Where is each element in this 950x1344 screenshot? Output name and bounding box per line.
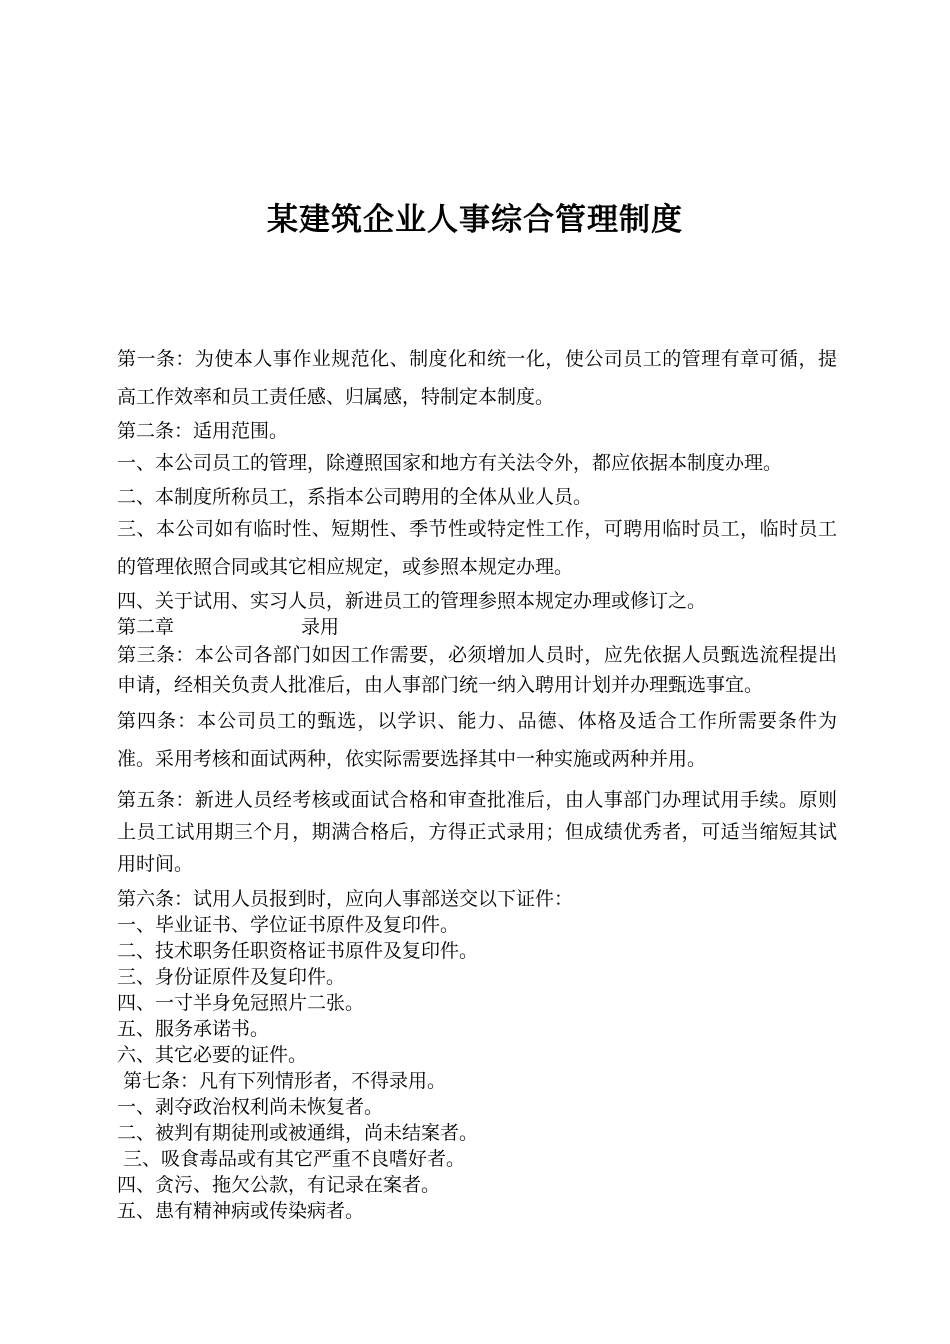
article-3: 第三条：本公司各部门如因工作需要，必须增加人员时，应先依据人员甄选流程提出申请，经相关负责人批准后，由人事部门统一纳入聘用计划并办理甄选事宜。 bbox=[117, 644, 837, 696]
article-5: 第五条：新进人员经考核或面试合格和审查批准后，由人事部门办理试用手续。原则上员工试用期三个月，期满合格后，方得正式录用；但成绩优秀者，可适当缩短其试用时间。 bbox=[117, 789, 837, 875]
document-title: 某建筑企业人事综合管理制度 bbox=[267, 202, 683, 238]
chapter-name: 录用 bbox=[301, 616, 340, 638]
article-7-item-3: 三、吸食毒品或有其它严重不良嗜好者。 bbox=[117, 1148, 466, 1170]
article-7-item-4: 四、贪污、拖欠公款，有记录在案者。 bbox=[117, 1174, 441, 1196]
article-2: 第二条：适用范围。 bbox=[117, 420, 289, 442]
article-6-item-5: 五、服务承诺书。 bbox=[117, 1018, 270, 1040]
article-6-item-6: 六、其它必要的证件。 bbox=[117, 1044, 308, 1066]
article-6-item-4: 四、一寸半身免冠照片二张。 bbox=[117, 992, 365, 1014]
article-7-item-2: 二、被判有期徒刑或被通缉，尚未结案者。 bbox=[117, 1122, 479, 1144]
chapter-number: 第二章 bbox=[117, 616, 175, 638]
article-1: 第一条：为使本人事作业规范化、制度化和统一化，使公司员工的管理有章可循，提高工作效率和员工责任感、归属感，特制定本制度。 bbox=[117, 348, 837, 408]
article-7-item-1: 一、剥夺政治权利尚未恢复者。 bbox=[117, 1096, 384, 1118]
article-7: 第七条：凡有下列情形者，不得录用。 bbox=[117, 1070, 447, 1092]
article-7-item-5: 五、患有精神病或传染病者。 bbox=[117, 1200, 365, 1222]
article-6-item-1: 一、毕业证书、学位证书原件及复印件。 bbox=[117, 914, 460, 936]
article-2-item-1: 一、本公司员工的管理，除遵照国家和地方有关法令外，都应依据本制度办理。 bbox=[117, 452, 783, 474]
chapter-heading bbox=[117, 614, 837, 640]
article-2-item-2: 二、本制度所称员工，系指本公司聘用的全体从业人员。 bbox=[117, 486, 593, 508]
article-6: 第六条：试用人员报到时，应向人事部送交以下证件： bbox=[117, 888, 574, 910]
article-4: 第四条：本公司员工的甄选，以学识、能力、品德、体格及适合工作所需要条件为准。采用考核和面试两种，依实际需要选择其中一种实施或两种并用。 bbox=[117, 710, 837, 770]
document-body bbox=[117, 340, 837, 1224]
article-2-item-3: 三、本公司如有临时性、短期性、季节性或特定性工作，可聘用临时员工，临时员工的管理依照合同或其它相应规定，或参照本规定办理。 bbox=[117, 518, 837, 578]
article-6-item-3: 三、身份证原件及复印件。 bbox=[117, 966, 346, 988]
article-2-item-4: 四、关于试用、实习人员，新进员工的管理参照本规定办理或修订之。 bbox=[117, 590, 707, 612]
article-6-item-2: 二、技术职务任职资格证书原件及复印件。 bbox=[117, 940, 479, 962]
